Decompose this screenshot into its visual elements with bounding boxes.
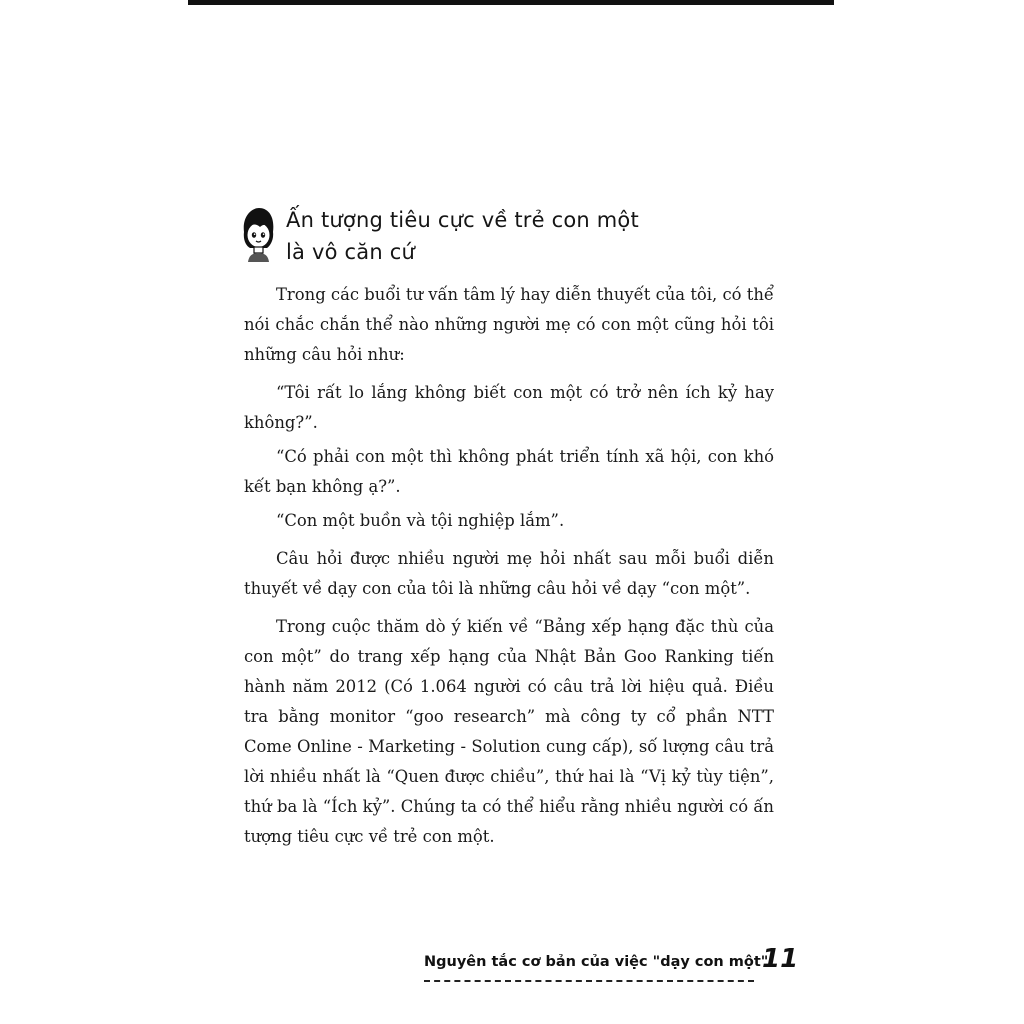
paragraph: “Có phải con một thì không phát triển tính xã hội, con khó kết bạn không ạ?”. [244, 447, 774, 496]
heading-line-1: Ấn tượng tiêu cực về trẻ con một [286, 208, 639, 232]
top-border-rule [188, 0, 834, 5]
paragraph: “Tôi rất lo lắng không biết con một có trở nên ích kỷ hay không?”. [244, 383, 774, 432]
paragraph: Trong các buổi tư vấn tâm lý hay diễn thuyết của tôi, có thể nói chắc chắn thể nào những người mẹ có con một cũng hỏi tôi những câu hỏi như: [244, 285, 774, 364]
paragraph: “Con một buồn và tội nghiệp lắm”. [276, 511, 565, 530]
running-footer-title: Nguyên tắc cơ bản của việc "dạy con một" [424, 954, 769, 970]
paragraph: Câu hỏi được nhiều người mẹ hỏi nhất sau mỗi buổi diễn thuyết về dạy con của tôi là những câu hỏi về dạy “con một”. [244, 549, 774, 598]
footer-dashed-rule [424, 980, 754, 982]
page-number: 11 [762, 944, 799, 974]
body-text [244, 280, 774, 860]
girl-face-icon [240, 206, 276, 266]
heading-line-2: là vô căn cứ [286, 240, 415, 264]
paragraph: Trong cuộc thăm dò ý kiến về “Bảng xếp hạng đặc thù của con một” do trang xếp hạng của Nhật Bản Goo Ranking tiến hành năm 2012 (Có 1.064 người có câu trả lời hiệu quả. Điều tra bằng monitor “goo research” mà công ty cổ phần NTT Come Online - Marketing - Solution cung cấp), số lượng câu trả lời nhiều nhất là “Quen được chiều”, thứ hai là “Vị kỷ tùy tiện”, thứ ba là “Ích kỷ”. Chúng ta có thể hiểu rằng nhiều người có ấn tượng tiêu cực về trẻ con một. [244, 617, 774, 846]
section-heading [286, 204, 806, 268]
